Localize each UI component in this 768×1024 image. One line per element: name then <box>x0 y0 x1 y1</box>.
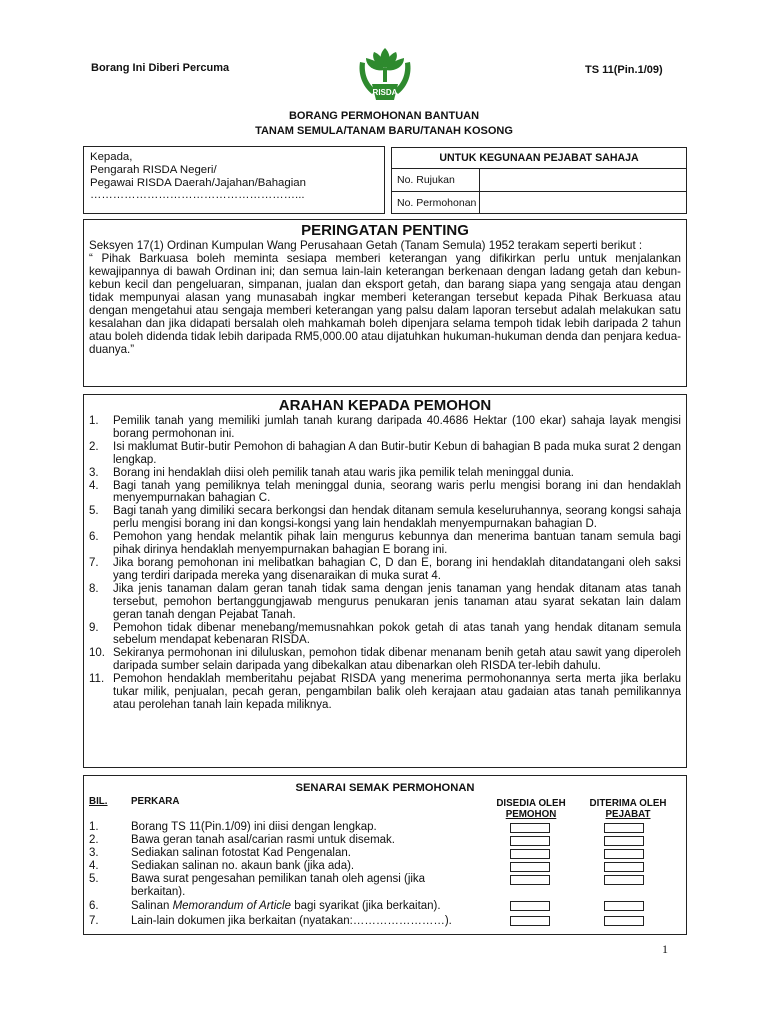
instruction-number: 7. <box>89 556 99 569</box>
application-number-label: No. Permohonan <box>392 192 480 214</box>
application-checklist-box <box>83 775 687 935</box>
checklist-text: Borang TS 11(Pin.1/09) ini diisi dengan lengkap. <box>131 821 377 833</box>
recipient-address-box <box>83 146 385 214</box>
important-warning-box <box>83 219 687 387</box>
instruction-number: 10. <box>89 647 105 660</box>
office-checkbox[interactable] <box>604 849 644 859</box>
applicant-checkbox[interactable] <box>510 916 550 926</box>
applicant-checkbox[interactable] <box>510 823 550 833</box>
checklist-text: Bawa geran tanah asal/carian rasmi untuk disemak. <box>131 833 396 846</box>
checklist-number: 5. <box>89 872 99 885</box>
office-use-box <box>391 147 687 214</box>
instruction-item <box>89 622 681 648</box>
instructions-title: ARAHAN KEPADA PEMOHON <box>278 397 492 414</box>
checklist-item <box>89 847 681 860</box>
applicant-instructions-box <box>83 394 687 768</box>
instruction-text: Pemohon yang hendak melantik pihak lain mengurus kebunnya dan menerima bantuan tanam semula bagi pihak dirinya hendaklah menyempurnakan bahagian E borang ini. <box>113 531 681 557</box>
warning-title: PERINGATAN PENTING <box>301 222 469 239</box>
instruction-number: 5. <box>89 505 99 518</box>
warning-quote: “ Pihak Barkuasa boleh meminta sesiapa memberi keterangan yang difikirkan perlu untuk menjalankan kewajipannya di bawah Ordinan ini; dan semua lain-lain keterangan berkenaan dengan ladang getah dan kebun-kebun kecil dan pengeluaran, simpanan, jualan dan eksport getah, dan barang siapa yang sengaja atau dengan tidak mempunyai alasan yang munasabah ingkar memberi keterangan tersebut kepada Pihak Berkuasa atau dengan mengetahui atau sengaja memberi keterangan yang palsu dalam laporan tersebut adalah melakukan satu kesalahan dan jika didapati bersalah oleh mahkamah boleh dipenjara selama tempoh tidak lebih daripada 2 tahun atau boleh didenda tidak lebih daripada RM5,000.00 atau dijatuhkan hukuman-hukuman denda dan penjara kedua-duanya.” <box>89 251 681 356</box>
instruction-number: 9. <box>89 621 99 634</box>
instruction-number: 8. <box>89 582 99 595</box>
form-code: TS 11(Pin.1/09) <box>585 64 663 76</box>
column-perkara: PERKARA <box>131 796 180 807</box>
instruction-text: Bagi tanah yang pemiliknya telah meninggal dunia, seorang waris perlu mengisi borang ini dan hendaklah menyempurnakan bahagian C. <box>113 479 681 505</box>
address-line: Pegawai RISDA Daerah/Jajahan/Bahagian <box>90 176 306 189</box>
checklist-text-emphasis: Memorandum of Article <box>172 900 292 913</box>
checklist-item <box>89 860 681 873</box>
checklist-item <box>89 873 681 899</box>
reference-number-field[interactable] <box>480 169 686 191</box>
instruction-item <box>89 415 681 441</box>
checklist-text: Sediakan salinan no. akaun bank (jika ada). <box>131 859 355 872</box>
checklist-item <box>89 834 681 847</box>
form-title-line1: BORANG PERMOHONAN BANTUAN <box>288 110 480 122</box>
checklist-column-headers <box>89 795 681 821</box>
checklist-item <box>89 915 681 928</box>
instructions-list <box>89 415 681 712</box>
checklist-title: SENARAI SEMAK PERMOHONAN <box>295 782 475 794</box>
address-line: Pengarah RISDA Negeri/ <box>90 163 217 176</box>
office-checkbox[interactable] <box>604 901 644 911</box>
office-checkbox[interactable] <box>604 862 644 872</box>
instruction-number: 3. <box>89 466 99 479</box>
reference-number-row <box>392 169 686 192</box>
form-title-line2: TANAM SEMULA/TANAM BARU/TANAH KOSONG <box>255 125 513 137</box>
checklist-item <box>89 821 681 834</box>
instruction-item <box>89 441 681 467</box>
column-diterima-line2: PEJABAT <box>605 809 651 820</box>
checklist-text: Bawa surat pengesahan pemilikan tanah oleh agensi (jika berkaitan). <box>131 872 426 898</box>
column-bil: BIL. <box>89 796 108 807</box>
address-line: Kepada, <box>90 151 133 163</box>
checklist-text-part: bagi syarikat (jika berkaitan). <box>291 900 441 913</box>
warning-intro: Seksyen 17(1) Ordinan Kumpulan Wang Perusahaan Getah (Tanam Semula) 1952 terakam seperti berikut : <box>89 239 643 252</box>
instruction-text: Borang ini hendaklah diisi oleh pemilik tanah atau waris jika pemilik telah meninggal dunia. <box>113 466 574 479</box>
risda-logo-text: RISDA <box>372 88 398 97</box>
instruction-text: Pemilik tanah yang memiliki jumlah tanah kurang daripada 40.4686 Hektar (100 ekar) sahaja layak mengisi borang permohonan ini. <box>113 415 681 440</box>
instruction-item <box>89 467 681 480</box>
instruction-item <box>89 505 681 531</box>
application-number-field[interactable] <box>480 192 686 214</box>
instruction-text: Isi maklumat Butir-butir Pemohon di bahagian A dan Butir-butir Kebun di bahagian B pada muka surat 2 dengan lengkap. <box>113 440 681 466</box>
instruction-number: 1. <box>89 415 99 427</box>
instruction-item <box>89 557 681 583</box>
checklist-text-part: Salinan <box>131 900 173 913</box>
applicant-checkbox[interactable] <box>510 862 550 872</box>
office-checkbox[interactable] <box>604 836 644 846</box>
instruction-text: Bagi tanah yang dimiliki secara berkongsi dan hendak ditanam semula keseluruhannya, seorang kongsi sahaja perlu mengisi borang ini dan kongsi-kongsi yang lain hendaklah menyempurnakan bahagian D. <box>113 505 681 531</box>
instruction-number: 11. <box>89 673 105 686</box>
checklist-text: Sediakan salinan fotostat Kad Pengenalan. <box>131 846 351 859</box>
checklist-text <box>131 900 491 913</box>
instruction-item <box>89 480 681 506</box>
application-number-row <box>392 192 686 214</box>
instruction-text: Jika jenis tanaman dalam geran tanah tidak sama dengan jenis tanaman yang hendak ditanam atas tanah tersebut, pemohon bertanggungjawab mengurus penukaran jenis tanaman atau syarat sekatan lain dalam geran tanah dengan Pejabat Tanah. <box>113 582 681 621</box>
applicant-checkbox[interactable] <box>510 875 550 885</box>
column-disedia-line2: PEMOHON <box>505 809 557 820</box>
instruction-text: Pemohon tidak dibenar menebang/memusnahkan pokok getah di atas tanah yang hendak ditanam semula sebelum mendapat kebenaran RISDA. <box>113 621 681 647</box>
checklist-number: 6. <box>89 900 99 913</box>
applicant-checkbox[interactable] <box>510 836 550 846</box>
reference-number-label: No. Rujukan <box>392 169 480 191</box>
checklist-number: 1. <box>89 821 99 833</box>
instruction-item <box>89 647 681 673</box>
instruction-text: Sekiranya permohonan ini diluluskan, pemohon tidak dibenar menanam benih getah atau sawit yang diperoleh daripada sumber selain daripada yang dibekalkan atau dibenarkan oleh RISDA ter-lebih dahulu. <box>113 647 681 673</box>
address-line-blank[interactable]: ………………………………………………... <box>90 189 305 202</box>
instruction-text: Pemohon hendaklah memberitahu pejabat RISDA yang menerima permohonannya serta merta jika berlaku tukar milik, penjualan, pecah geran, pengambilan balik oleh kerajaan atau gadaian atas tanah pemilikannya atau perolehan tanah lain kepada miliknya. <box>113 673 681 711</box>
instruction-item <box>89 673 681 712</box>
instruction-number: 4. <box>89 479 99 492</box>
risda-logo-icon <box>352 44 418 106</box>
instruction-number: 6. <box>89 531 99 544</box>
applicant-checkbox[interactable] <box>510 901 550 911</box>
checklist-number: 4. <box>89 859 99 872</box>
page-number: 1 <box>662 942 668 956</box>
office-checkbox[interactable] <box>604 875 644 885</box>
office-checkbox[interactable] <box>604 916 644 926</box>
instruction-item <box>89 583 681 622</box>
applicant-checkbox[interactable] <box>510 849 550 859</box>
checklist-text: Lain-lain dokumen jika berkaitan (nyatakan:……………………). <box>131 915 452 928</box>
column-disedia-line1: DISEDIA OLEH <box>496 798 566 809</box>
free-form-note: Borang Ini Diberi Percuma <box>91 62 230 74</box>
column-diterima-line1: DITERIMA OLEH <box>589 798 667 809</box>
checklist-number: 3. <box>89 846 99 859</box>
instruction-number: 2. <box>89 440 99 453</box>
checklist-item <box>89 900 681 913</box>
checklist-number: 2. <box>89 833 99 846</box>
checklist-number: 7. <box>89 915 99 928</box>
office-use-title: UNTUK KEGUNAAN PEJABAT SAHAJA <box>392 148 686 169</box>
instruction-item <box>89 531 681 557</box>
instruction-text: Jika borang pemohonan ini melibatkan bahagian C, D dan E, borang ini hendaklah ditandatangani oleh saksi yang terdiri daripada mereka yang disenaraikan di muka surat 4. <box>113 556 681 582</box>
office-checkbox[interactable] <box>604 823 644 833</box>
